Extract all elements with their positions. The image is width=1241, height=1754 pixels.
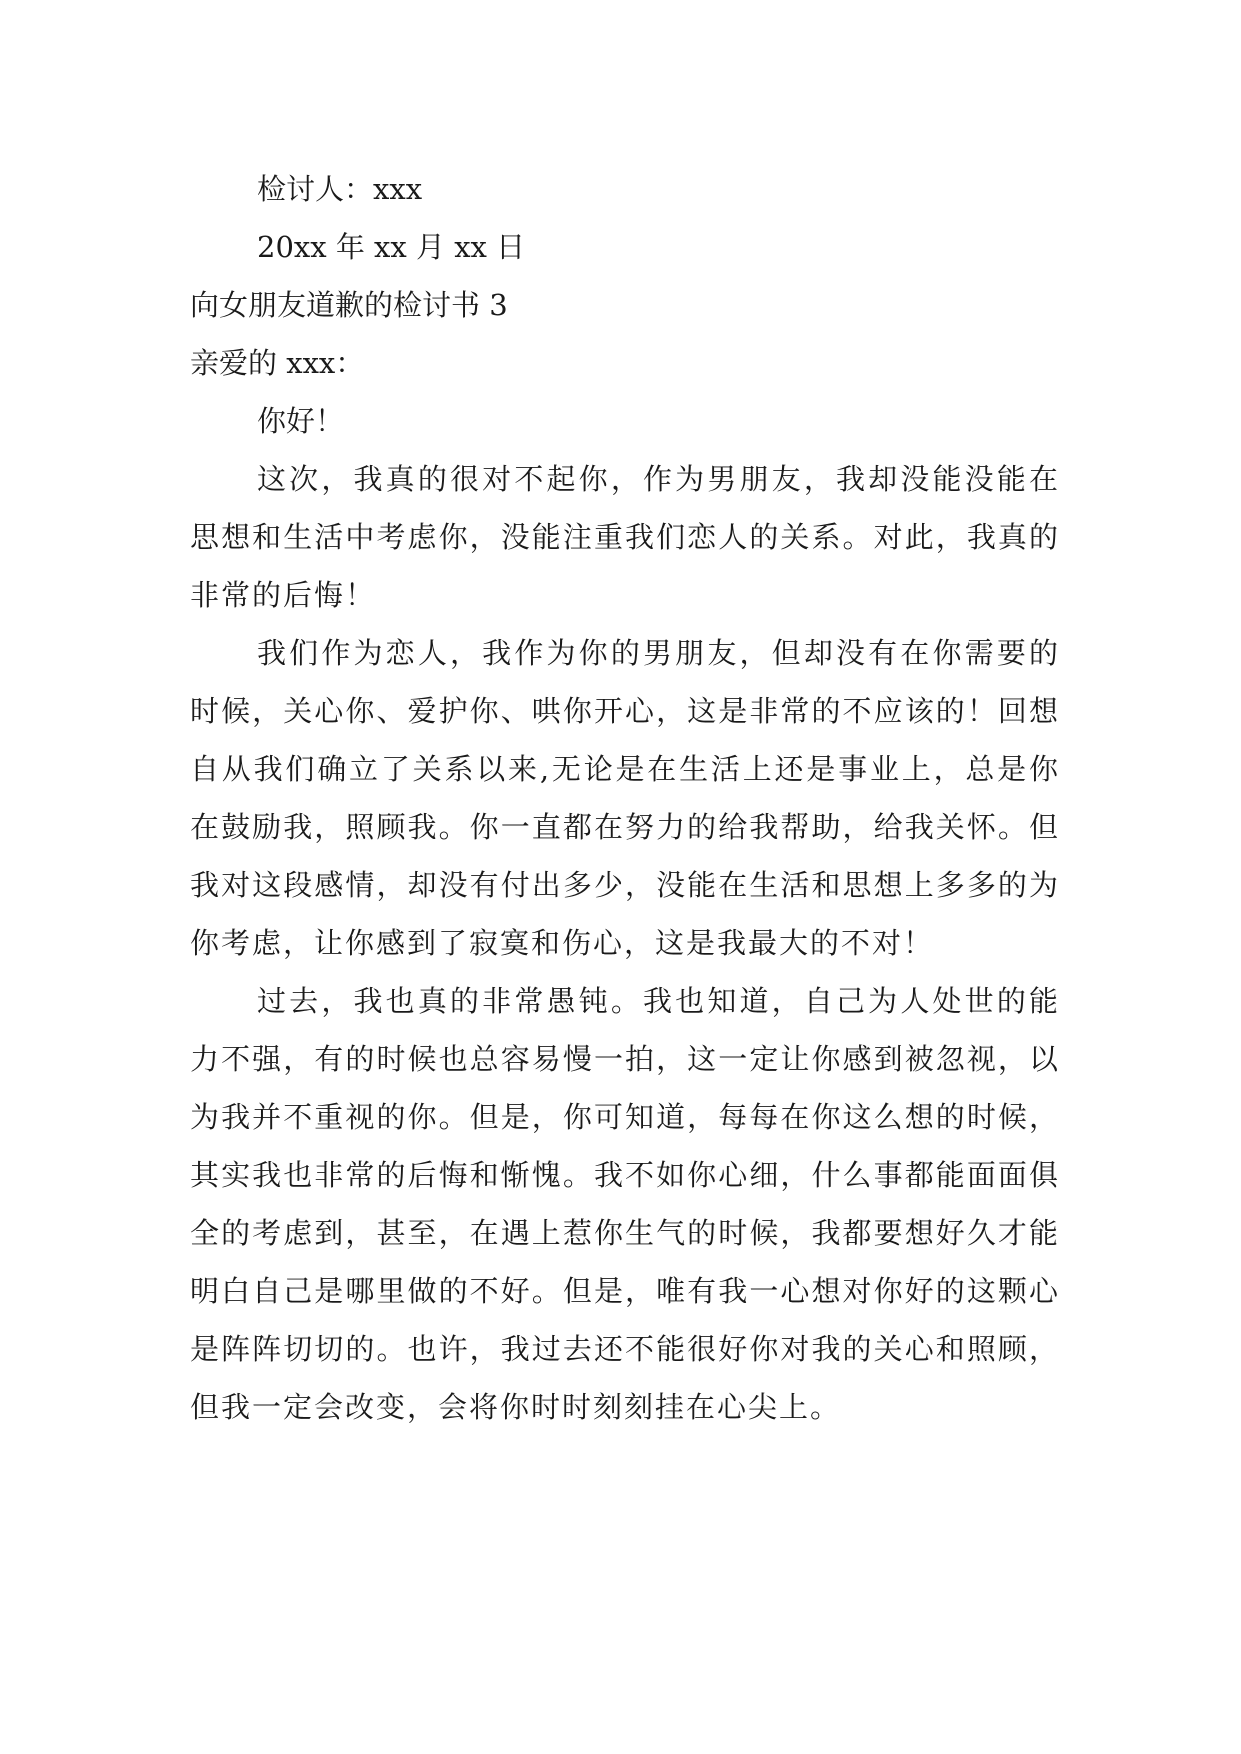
salutation: 亲爱的 xxx： [190,346,365,380]
paragraph-1: 这次，我真的很对不起你，作为男朋友，我却没能没能在思想和生活中考虑你，没能注重我们恋人的关系。对此，我真的非常的后悔！ [190,462,1060,612]
greeting: 你好！ [257,404,345,438]
section-title: 向女朋友道歉的检讨书 3 [190,288,508,322]
date-line: 20xx 年 xx 月 xx 日 [257,230,526,264]
signer-line: 检讨人：xxx [257,172,423,206]
document-body [190,160,1060,1436]
paragraph-2: 我们作为恋人，我作为你的男朋友，但却没有在你需要的时候，关心你、爱护你、哄你开心，这是非常的不应该的！回想自从我们确立了关系以来,无论是在生活上还是事业上，总是你在鼓励我，照顾我。你一直都在努力的给我帮助，给我关怀。但我对这段感情，却没有付出多少，没能在生活和思想上多多的为你考虑，让你感到了寂寞和伤心，这是我最大的不对！ [190,636,1060,960]
paragraph-3: 过去，我也真的非常愚钝。我也知道，自己为人处世的能力不强，有的时候也总容易慢一拍，这一定让你感到被忽视，以为我并不重视的你。但是，你可知道，每每在你这么想的时候，其实我也非常的后悔和惭愧。我不如你心细，什么事都能面面俱全的考虑到，甚至，在遇上惹你生气的时候，我都要想好久才能明白自己是哪里做的不好。但是，唯有我一心想对你好的这颗心是阵阵切切的。也许，我过去还不能很好你对我的关心和照顾，但我一定会改变，会将你时时刻刻挂在心尖上。 [190,984,1060,1424]
